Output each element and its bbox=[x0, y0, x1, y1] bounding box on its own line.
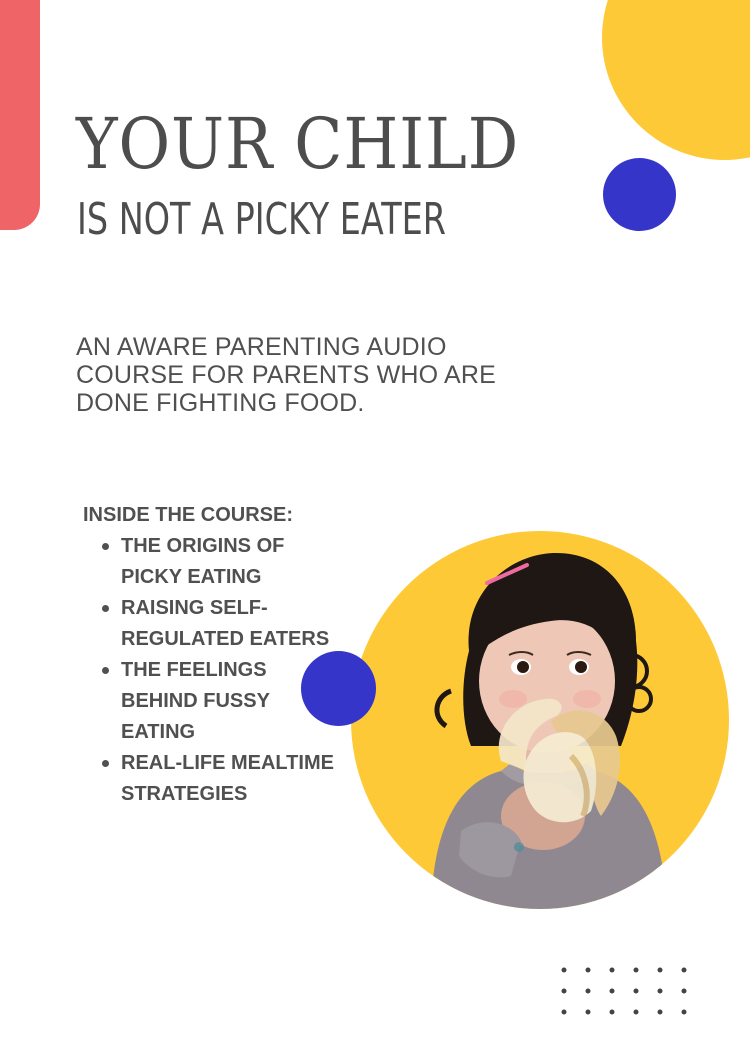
list-item-label: REAL-LIFE MEALTIME STRATEGIES bbox=[121, 752, 334, 805]
pink-accent-bar bbox=[0, 0, 40, 230]
list-item-label: THE ORIGINS OF PICKY EATING bbox=[121, 535, 285, 588]
bullet-icon bbox=[102, 667, 109, 674]
blue-circle-decoration bbox=[301, 651, 376, 726]
list-item-label: THE FEELINGS BEHIND FUSSY EATING bbox=[121, 659, 270, 743]
list-item-label: RAISING SELF-REGULATED EATERS bbox=[121, 597, 330, 650]
list-item bbox=[97, 748, 337, 810]
bullet-icon bbox=[102, 760, 109, 767]
bullet-icon bbox=[102, 605, 109, 612]
list-item bbox=[97, 655, 337, 748]
title-line-1: YOUR CHILD bbox=[76, 103, 520, 185]
dot-grid-decoration bbox=[561, 967, 691, 1017]
list-item bbox=[97, 593, 337, 655]
course-heading: INSIDE THE COURSE: bbox=[83, 504, 294, 526]
yellow-circle-decoration bbox=[602, 0, 750, 160]
child-eating-banana-illustration bbox=[351, 531, 729, 909]
subtitle: AN AWARE PARENTING AUDIO COURSE FOR PARENTS WHO ARE DONE FIGHTING FOOD. bbox=[76, 333, 497, 417]
course-list bbox=[97, 531, 337, 810]
bullet-icon bbox=[102, 543, 109, 550]
list-item bbox=[97, 531, 337, 593]
child-photo bbox=[351, 531, 729, 909]
title-line-2: IS NOT A PICKY EATER bbox=[77, 194, 446, 245]
blue-circle-decoration bbox=[603, 158, 676, 231]
